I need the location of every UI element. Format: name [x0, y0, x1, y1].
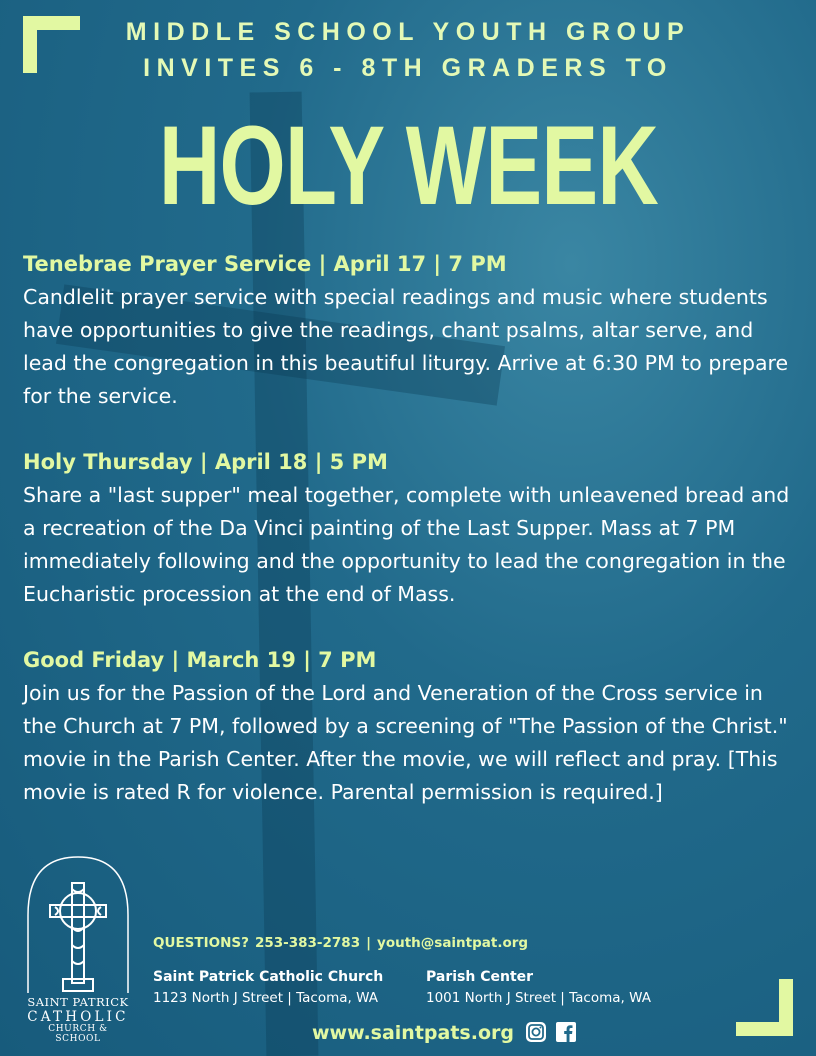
questions-label: QUESTIONS? — [153, 935, 249, 951]
phone-number[interactable]: 253-383-2783 — [254, 935, 361, 951]
church-address-block — [153, 967, 383, 1010]
facebook-icon[interactable] — [555, 1021, 577, 1043]
event-description: Share a "last supper" meal together, complete with unleavened bread and a recreation of the Da Vinci painting of the Last Supper. Mass at 7 PM immediately following and the opportunity to lead the congregation in the Eucharistic procession at the end of Mass. — [23, 483, 790, 606]
logo-text-line-3: CHURCH & SCHOOL — [48, 1024, 108, 1044]
parish-center-address-block — [426, 967, 651, 1010]
event-tenebrae — [23, 248, 798, 413]
event-description: Candlelit prayer service with special readings and music where students have opportunities to give the readings, chant psalms, altar serve, and lead the congregation in this beautiful liturgy. Arrive at 6:30 PM to prepare for the service. — [23, 285, 789, 408]
page-title: HOLY WEEK — [158, 103, 659, 228]
instagram-icon[interactable] — [525, 1021, 547, 1043]
parish-logo — [25, 855, 131, 1044]
website-link[interactable]: www.saintpats.org — [312, 1022, 514, 1044]
contact-line — [153, 935, 534, 951]
email-link[interactable]: youth@saintpat.org — [377, 935, 529, 951]
location-address: 1123 North J Street | Tacoma, WA — [153, 990, 378, 1006]
location-name: Parish Center — [426, 969, 534, 985]
event-heading: Tenebrae Prayer Service | April 17 | 7 PM — [23, 252, 507, 276]
header-line-2: INVITES 6 - 8TH GRADERS TO — [143, 54, 673, 82]
contact-separator: | — [366, 935, 372, 951]
location-address: 1001 North J Street | Tacoma, WA — [426, 990, 651, 1006]
event-good-friday — [23, 644, 798, 809]
event-description: Join us for the Passion of the Lord and Veneration of the Cross service in the Church at 7 PM, followed by a screening of "The Passion of the Christ." movie in the Parish Center. After the movie, we will reflect and pray. [This movie is rated R for violence. Parental permission is required.] — [23, 681, 788, 804]
header-line-1: MIDDLE SCHOOL YOUTH GROUP — [125, 18, 691, 46]
event-list — [23, 248, 798, 842]
event-holy-thursday — [23, 446, 798, 611]
logo-text-line-2: CATHOLIC — [27, 1009, 129, 1025]
corner-bracket-bottom-right — [736, 979, 793, 1036]
event-heading: Holy Thursday | April 18 | 5 PM — [23, 450, 388, 474]
logo-text-line-1: SAINT PATRICK — [27, 995, 129, 1009]
celtic-cross-icon — [25, 855, 131, 995]
event-heading: Good Friday | March 19 | 7 PM — [23, 648, 377, 672]
location-name: Saint Patrick Catholic Church — [153, 969, 384, 985]
